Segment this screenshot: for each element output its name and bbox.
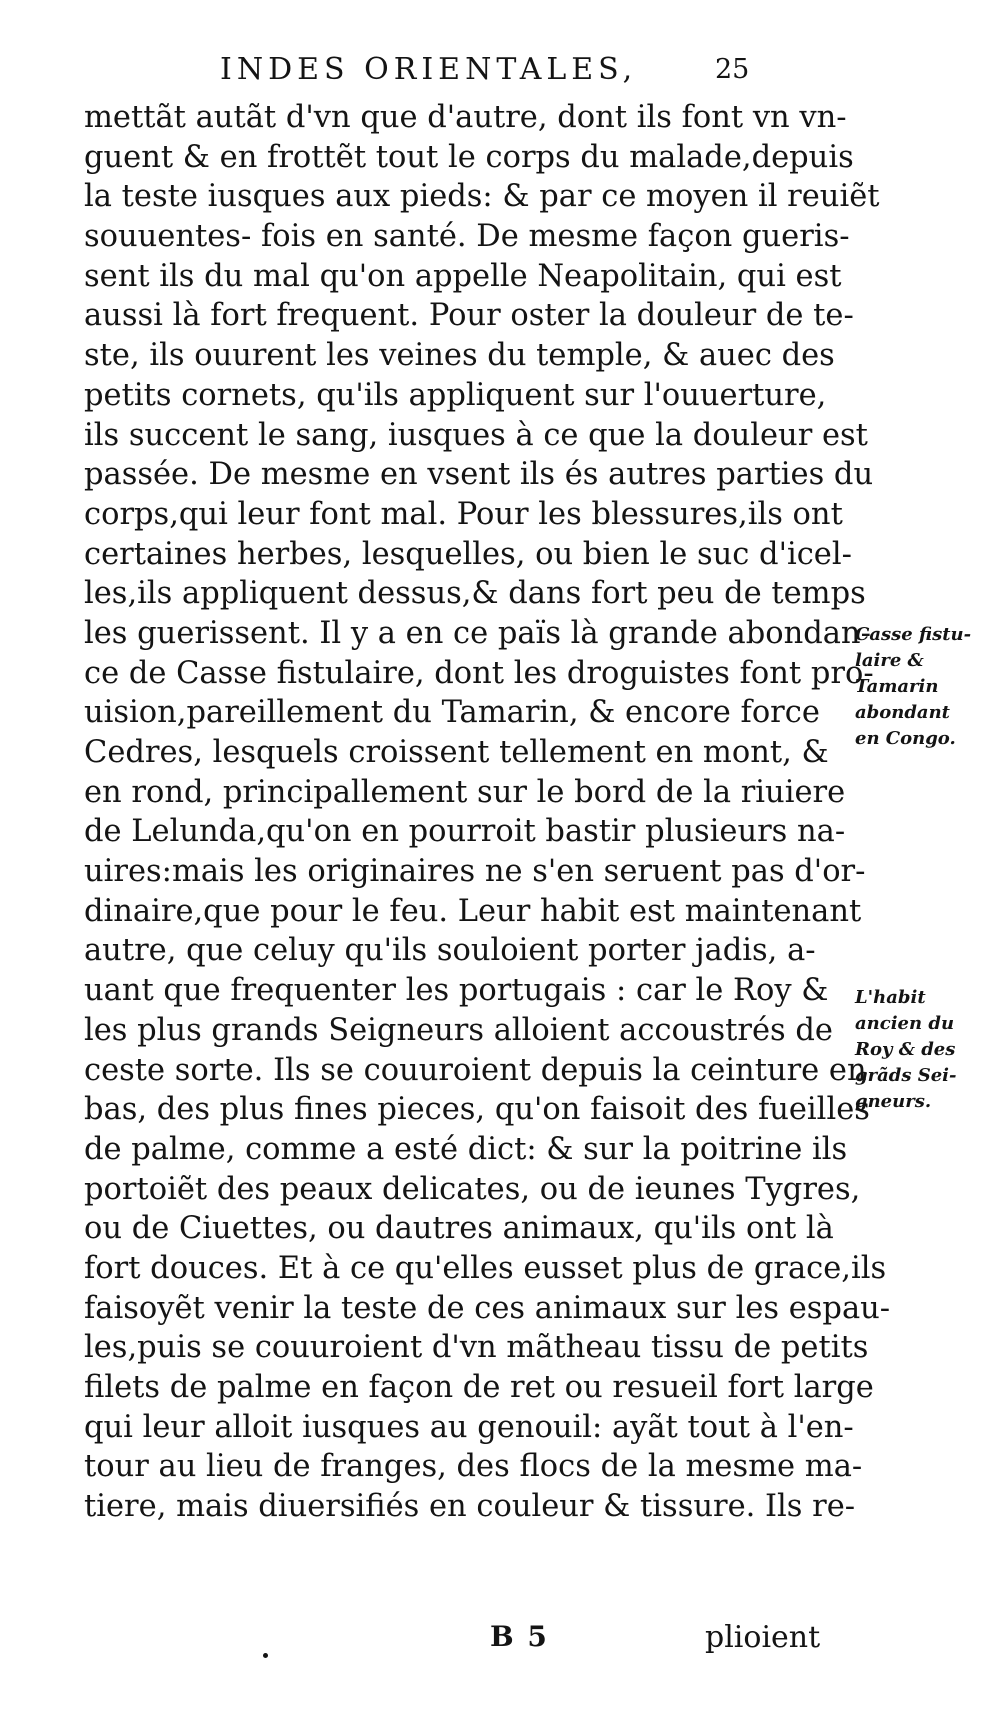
text-line: uision,pareillement du Tamarin, & encore force	[84, 695, 820, 731]
signature-mark: B 5	[490, 1620, 549, 1653]
marginal-note-line: laire &	[855, 650, 924, 671]
text-line: uires:mais les originaires ne s'en seruent pas d'or-	[84, 854, 866, 890]
text-line: guent & en frottẽt tout le corps du malade,depuis	[84, 139, 854, 175]
catchword: plioient	[705, 1620, 821, 1655]
marginal-note-line: abondant	[855, 702, 950, 723]
text-line: dinaire,que pour le feu. Leur habit est maintenant	[84, 893, 862, 929]
text-line: Cedres, lesquels croissent tellement en mont, &	[84, 735, 829, 770]
text-line: faisoyẽt venir la teste de ces animaux sur les espau-	[84, 1290, 891, 1326]
running-title: INDES ORIENTALES,	[220, 52, 638, 87]
text-line: de palme, comme a esté dict: & sur la poitrine ils	[84, 1131, 848, 1167]
marginal-note-line: L'habit	[855, 987, 926, 1008]
text-line: uant que frequenter les portugais : car le Roy &	[84, 973, 829, 1009]
text-line: en rond, principallement sur le bord de la riuiere	[84, 774, 846, 810]
text-line: ste, ils ouurent les veines du temple, & auec des	[84, 338, 835, 374]
text-line: tour au lieu de franges, des flocs de la mesme ma-	[84, 1449, 863, 1485]
text-line: ils succent le sang, iusques à ce que la douleur est	[84, 417, 868, 453]
text-line: la teste iusques aux pieds: & par ce moyen il reuiẽt	[84, 179, 880, 215]
marginal-note-casse	[855, 622, 985, 752]
text-line: ce de Casse fistulaire, dont les droguistes font pro-	[84, 655, 874, 691]
marginal-note-line: en Congo.	[855, 728, 956, 749]
marginal-note-line: grãds Sei-	[855, 1065, 957, 1086]
page-number: 25	[715, 54, 750, 85]
text-line: bas, des plus fines pieces, qu'on faisoit des fueilles	[84, 1092, 870, 1128]
marginal-note-line: gneurs.	[855, 1091, 932, 1112]
text-line: autre, que celuy qu'ils souloient porter jadis, a-	[84, 933, 816, 969]
text-line: petits cornets, qu'ils appliquent sur l'ouuerture,	[84, 377, 827, 413]
text-line: de Lelunda,qu'on en pourroit bastir plusieurs na-	[84, 814, 846, 850]
text-line: les,puis se couuroient d'vn mãtheau tissu de petits	[84, 1330, 869, 1366]
text-line: filets de palme en façon de ret ou resueil fort large	[84, 1370, 874, 1405]
marginal-note-line: ancien du	[855, 1013, 955, 1034]
text-line: sent ils du mal qu'on appelle Neapolitain, qui est	[84, 258, 842, 294]
text-line: certaines herbes, lesquelles, ou bien le suc d'icel-	[84, 536, 852, 572]
marginal-note-line: Roy & des	[855, 1039, 956, 1060]
text-line: portoiẽt des peaux delicates, ou de ieunes Tygres,	[84, 1171, 861, 1207]
marginal-note-line: Casse fistu-	[855, 624, 972, 645]
text-line: qui leur alloit iusques au genouil: ayãt tout à l'en-	[84, 1409, 854, 1445]
text-line: fort douces. Et à ce qu'elles eusset plus de grace,ils	[84, 1250, 887, 1286]
text-line: ou de Ciuettes, ou dautres animaux, qu'ils ont là	[84, 1211, 834, 1247]
ink-speck	[263, 1653, 268, 1658]
text-line: aussi là fort frequent. Pour oster la douleur de te-	[84, 298, 854, 334]
text-line: corps,qui leur font mal. Pour les blessures,ils ont	[84, 496, 843, 532]
marginal-note-line: Tamarin	[855, 676, 939, 697]
text-line: mettãt autãt d'vn que d'autre, dont ils font vn vn-	[84, 100, 847, 135]
running-head	[220, 52, 780, 96]
text-line: les,ils appliquent dessus,& dans fort peu de temps	[84, 576, 866, 612]
text-line: les guerissent. Il y a en ce païs là grande abondan-	[84, 615, 871, 651]
text-line: tiere, mais diuersifiés en couleur & tissure. Ils re-	[84, 1489, 856, 1525]
text-line: passée. De mesme en vsent ils és autres parties du	[84, 457, 874, 493]
text-line: souuentes- fois en santé. De mesme façon gueris-	[84, 219, 850, 255]
text-line: ceste sorte. Ils se couuroient depuis la ceinture en	[84, 1052, 867, 1088]
marginal-note-habit	[855, 985, 985, 1115]
text-line: les plus grands Seigneurs alloient accoustrés de	[84, 1012, 833, 1048]
